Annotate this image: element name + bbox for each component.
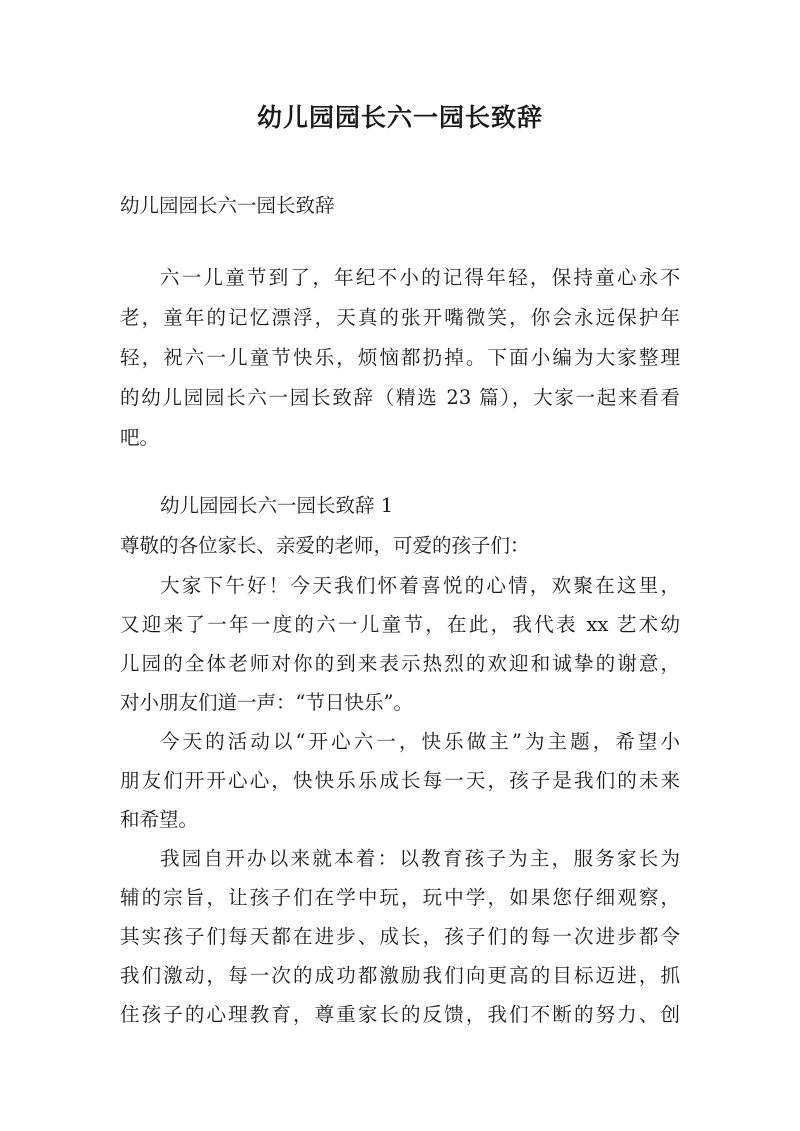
section-heading: 幼儿园园长六一园长致辞 1 [160, 494, 394, 517]
paragraph-line: 辅的宗旨，让孩子们在学中玩，玩中学，如果您仔细观察， [120, 886, 680, 909]
paragraph-line: 我园自开办以来就本着：以教育孩子为主，服务家长为 [160, 847, 680, 870]
paragraph-line: 大家下午好！今天我们怀着喜悦的心情，欢聚在这里， [160, 574, 680, 597]
intro-line: 轻，祝六一儿童节快乐，烦恼都扔掉。下面小编为大家整理 [120, 346, 680, 369]
paragraph-line: 今天的活动以“开心六一，快乐做主”为主题，希望小 [160, 730, 680, 753]
intro-line: 吧。 [120, 426, 160, 449]
intro-line: 的幼儿园园长六一园长致辞（精选 23 篇），大家一起来看看 [120, 386, 680, 409]
paragraph-line: 朋友们开开心心，快快乐乐成长每一天，孩子是我们的未来 [120, 769, 680, 792]
paragraph-line: 住孩子的心理教育，尊重家长的反馈，我们不断的努力、创 [120, 1003, 680, 1026]
paragraph-line: 和希望。 [120, 808, 199, 831]
paragraph-line: 儿园的全体老师对你的到来表示热烈的欢迎和诚挚的谢意， [120, 652, 680, 675]
intro-line: 老，童年的记忆漂浮，天真的张开嘴微笑，你会永远保护年 [120, 306, 680, 329]
intro-line: 六一儿童节到了，年纪不小的记得年轻，保持童心永不 [160, 266, 680, 289]
salutation: 尊敬的各位家长、亲爱的老师，可爱的孩子们： [120, 534, 530, 557]
page-title: 幼儿园园长六一园长致辞 [256, 103, 543, 132]
paragraph-line: 我们激动，每一次的成功都激励我们向更高的目标迈进，抓 [120, 964, 680, 987]
paragraph-line: 其实孩子们每天都在进步、成长，孩子们的每一次进步都令 [120, 925, 680, 948]
paragraph-line: 又迎来了一年一度的六一儿童节，在此，我代表 xx 艺术幼 [120, 613, 680, 636]
document-subtitle: 幼儿园园长六一园长致辞 [120, 194, 335, 217]
paragraph-line: 对小朋友们道一声：“节日快乐”。 [120, 691, 413, 714]
